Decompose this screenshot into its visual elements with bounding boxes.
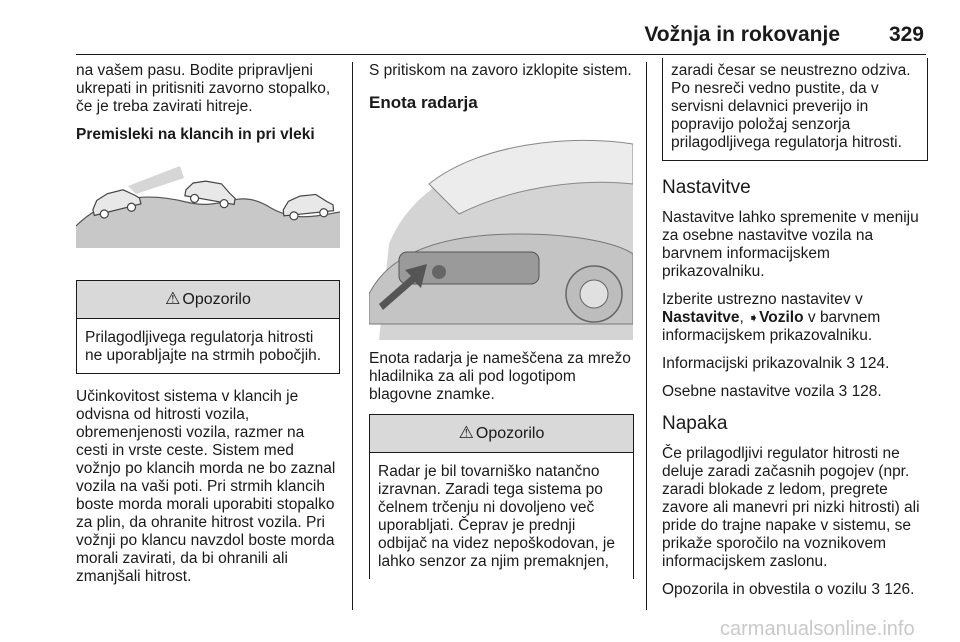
paragraph: S pritiskom na zavoro izklopite sistem. bbox=[369, 62, 632, 79]
page-header bbox=[76, 0, 926, 55]
paragraph: Če prilagodljivi regulator hitrosti ne deluje zaradi začasnih pogojev (npr. zaradi blokade z ledom, pregrete zavore ali manevri pri nizki hitrosti) ali pride do trajne napake v sistemu, se prikaže sporočilo na voznikovem informacijskem zaslonu. bbox=[662, 445, 920, 570]
reference-arrow-icon: 3 bbox=[838, 383, 848, 400]
warning-box bbox=[369, 414, 634, 579]
text-span: Izberite ustrezno nastavitev v bbox=[662, 291, 863, 308]
column-middle bbox=[369, 62, 634, 593]
cross-reference bbox=[662, 581, 928, 599]
warning-continuation bbox=[662, 58, 928, 161]
section-heading: Napaka bbox=[662, 413, 728, 434]
subheading: Premisleki na klancih in pri vleki bbox=[76, 126, 315, 143]
text-span: Informacijski prikazovalnik bbox=[662, 355, 847, 372]
cross-reference bbox=[662, 383, 928, 401]
warning-title: Opozorilo bbox=[182, 291, 251, 308]
warning-box bbox=[76, 280, 340, 374]
page-title: Vožnja in rokovanje bbox=[644, 23, 840, 46]
paragraph: na vašem pasu. Bodite pripravljeni ukrepati in pritisniti zavorno stopalko, če je treba zavirati hitreje. bbox=[76, 62, 331, 115]
paragraph: Učinkovitost sistema v klancih je odvisna od hitrosti vozila, obremenjenosti vozila, razmer na cesti in vrste ceste. Sistem med vožnjo po klancih morda ne bo zaznal vozila na vaši poti. Pri strmih klancih boste morda morali uporabiti stopalko za plin, da ohranite hitrost vozila. Pri vožnji po klancu navzdol boste morda morali zavirati, da bi ohranili ali zmanjšali hitrost. bbox=[76, 388, 336, 585]
text-span: v barvnem informacijskem prikazovalniku. bbox=[662, 309, 881, 344]
cross-reference bbox=[662, 355, 928, 373]
warning-title: Opozorilo bbox=[475, 425, 545, 442]
column-divider bbox=[646, 62, 647, 610]
section-heading: Nastavitve bbox=[662, 177, 751, 198]
paragraph bbox=[662, 291, 928, 345]
paragraph: Enota radarja je nameščena za mrežo hladilnika za ali pod logotipom blagovne znamke. bbox=[369, 350, 631, 403]
watermark: carmanualsonline.info bbox=[720, 618, 915, 640]
reference-arrow-icon: 3 bbox=[846, 355, 855, 372]
warning-header bbox=[77, 281, 339, 319]
menu-path-vehicle: Vozilo bbox=[759, 309, 804, 326]
warning-header bbox=[370, 415, 633, 453]
menu-path-settings: Nastavitve bbox=[662, 309, 740, 326]
reference-arrow-icon: 3 bbox=[871, 581, 880, 598]
warning-triangle-icon: ⚠ bbox=[458, 423, 474, 442]
warning-text: Prilagodljivega regulatorja hitrosti ne uporabljajte na strmih pobočjih. bbox=[85, 329, 322, 364]
text-span: , bbox=[739, 309, 749, 326]
warning-text: Radar je bil tovarniško natančno izravnan. Zaradi tega sistema po čelnem trčenju ni dovoljeno več uporabljati. Čeprav je prednji odbijač na videz nepoškodovan, je lahko senzor za njim premaknjen, bbox=[378, 463, 615, 570]
radar-unit-car-illustration bbox=[369, 124, 633, 340]
page-ref: 128. bbox=[851, 383, 882, 400]
text-span: Opozorila in obvestila o vozilu bbox=[662, 581, 872, 598]
page-ref: 126. bbox=[884, 581, 915, 598]
column-left bbox=[76, 62, 340, 596]
warning-triangle-icon: ⚠ bbox=[165, 289, 181, 308]
menu-arrow-icon: ➧ bbox=[748, 310, 760, 325]
text-span: Osebne nastavitve vozila bbox=[662, 383, 839, 400]
page-number: 329 bbox=[888, 23, 924, 46]
section-heading: Enota radarja bbox=[369, 93, 478, 112]
hill-cars-illustration bbox=[76, 156, 340, 248]
column-divider bbox=[352, 62, 353, 610]
warning-text: zaradi česar se neustrezno odziva. Po nesreči vedno pustite, da v servisni delavnici preverijo in popravijo položaj senzorja prilagodljivega regulatorja hitrosti. bbox=[671, 62, 911, 151]
page-ref: 124. bbox=[859, 355, 890, 372]
paragraph: Nastavitve lahko spremenite v meniju za osebne nastavitve vozila na barvnem informacijskem prikazovalniku. bbox=[662, 209, 919, 280]
column-right bbox=[662, 62, 928, 609]
